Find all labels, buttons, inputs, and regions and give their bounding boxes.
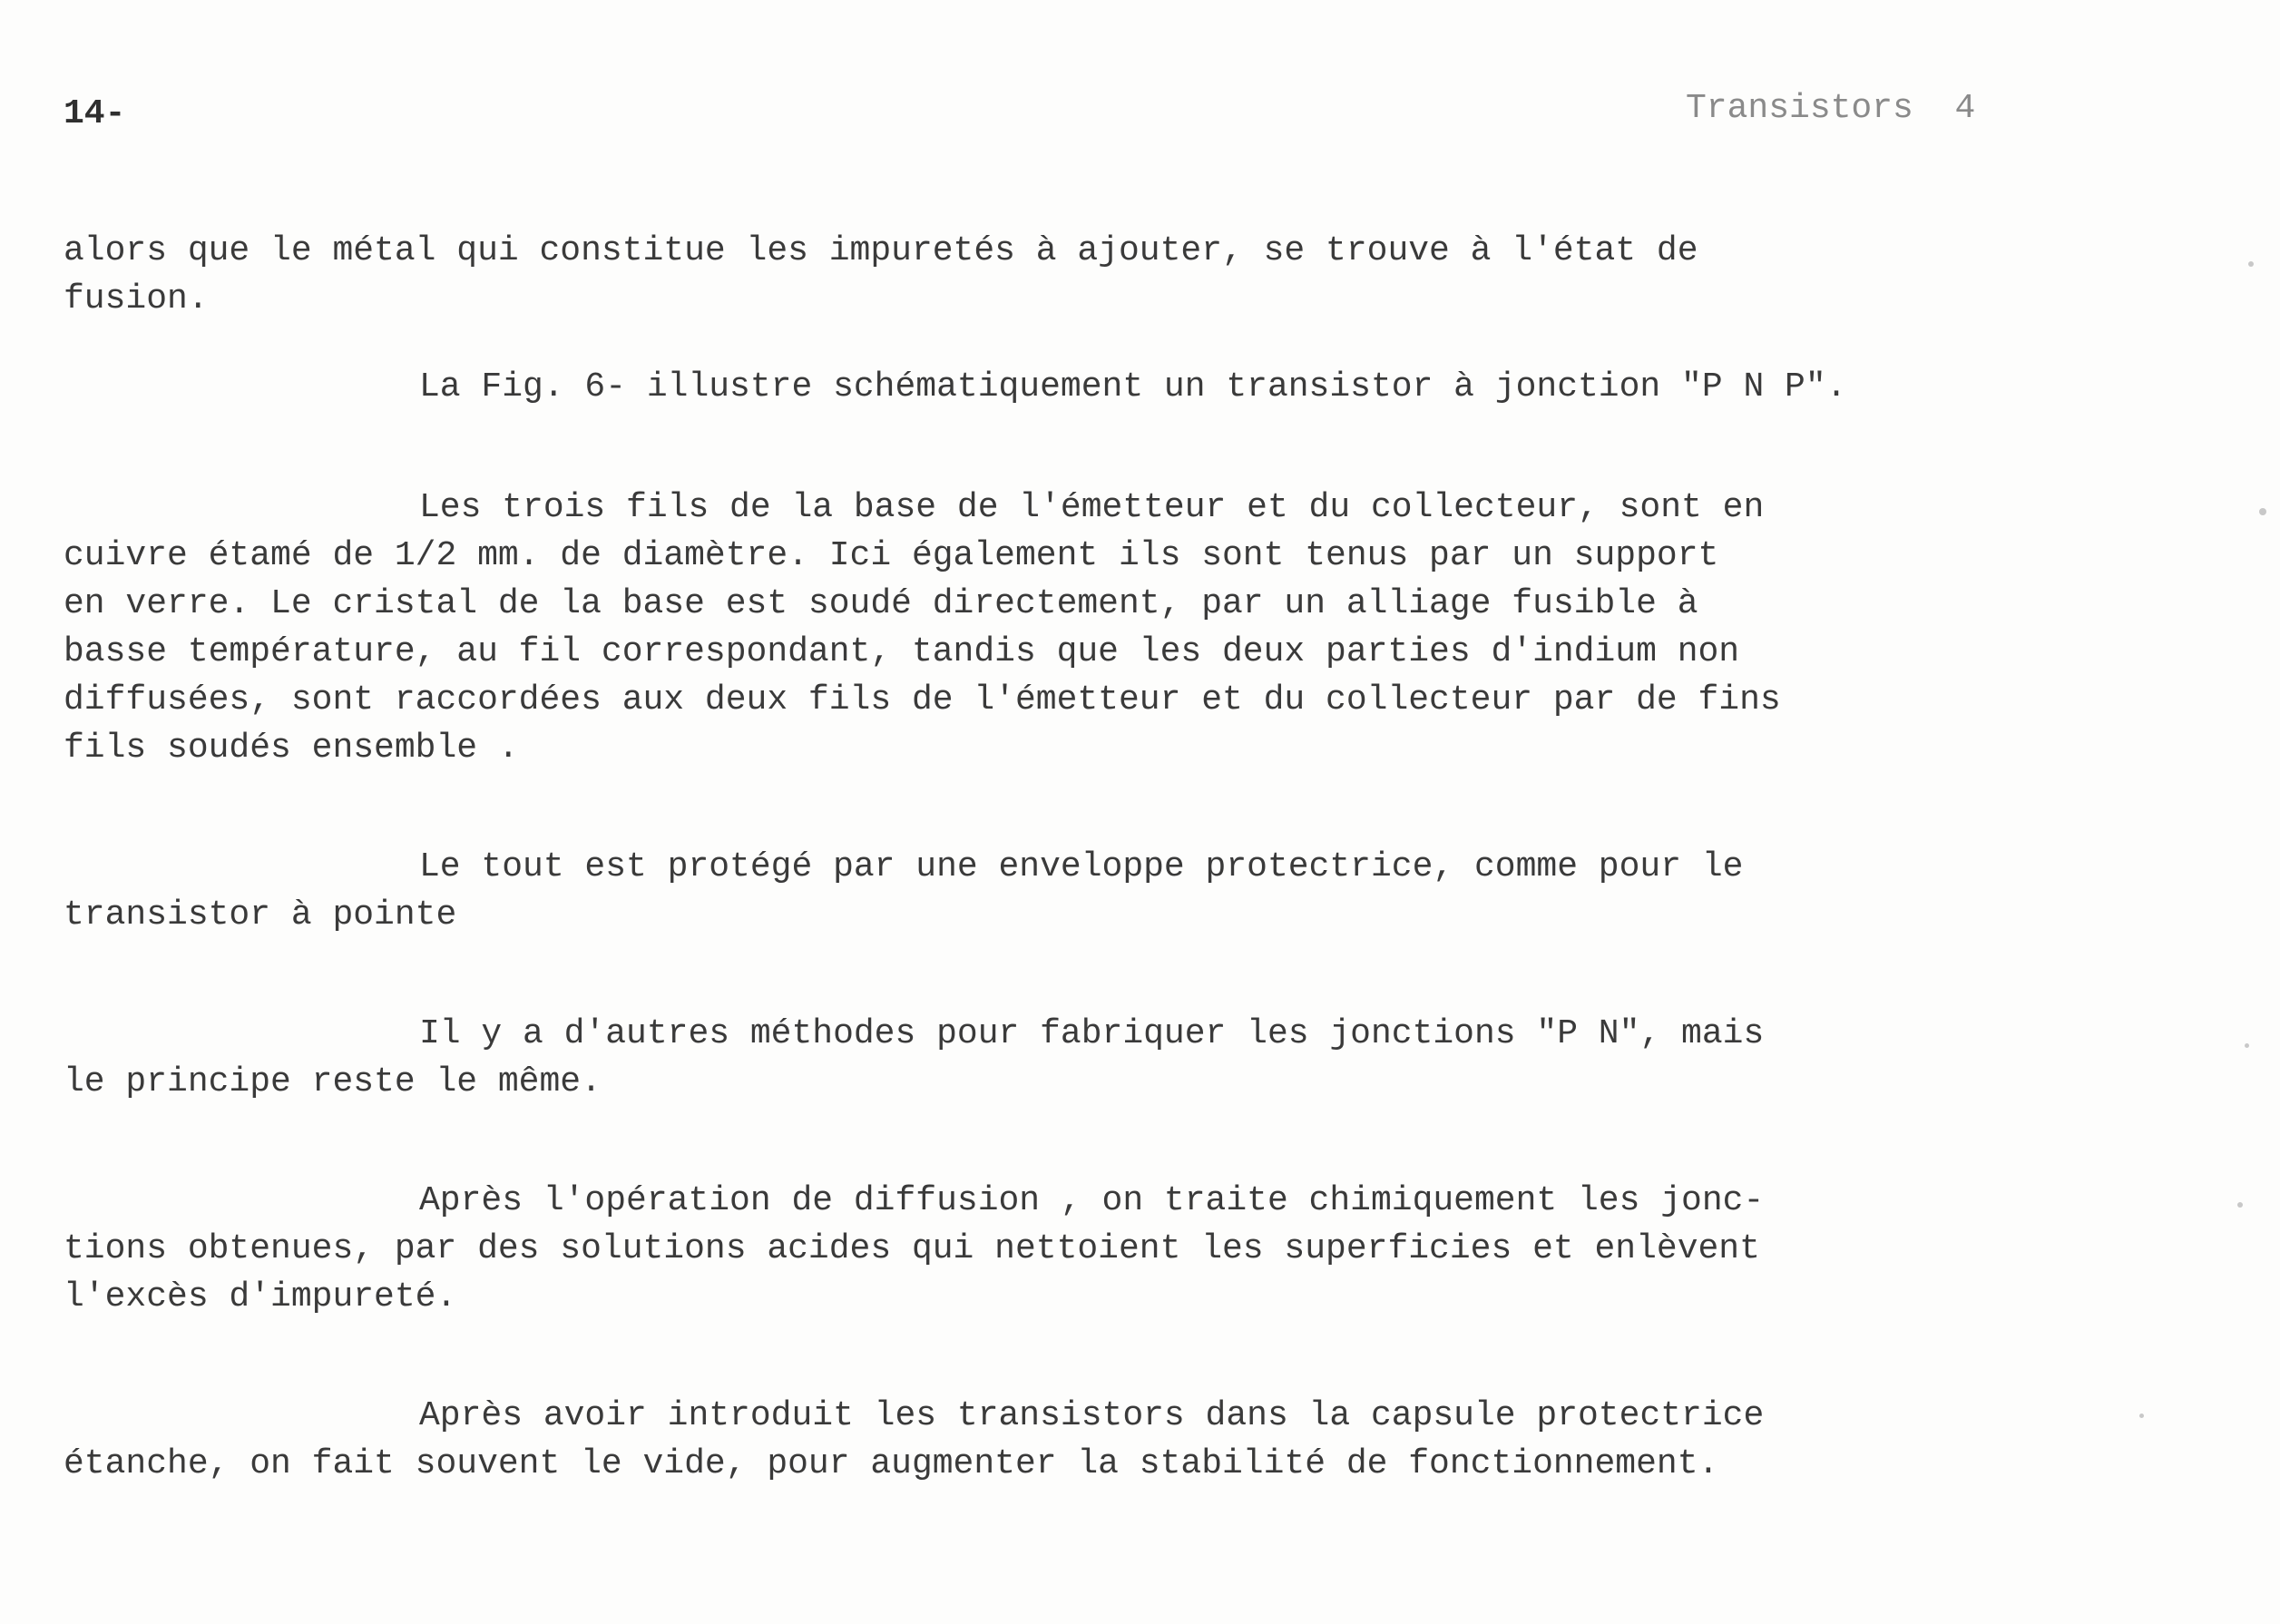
text-line: Après l'opération de diffusion , on traite chimiquement les jonc- (419, 1181, 1765, 1220)
text-line: Les trois fils de la base de l'émetteur et du collecteur, sont en (419, 488, 1765, 527)
page-number: 14- (64, 94, 126, 133)
text-line: tions obtenues, par des solutions acides qui nettoient les superficies et enlèvent (64, 1229, 1760, 1268)
text-line: l'excès d'impureté. (64, 1277, 457, 1316)
paragraph-1 (64, 227, 2087, 323)
text-line: basse température, au fil correspondant, tandis que les deux parties d'indium non (64, 632, 1740, 671)
paragraph-4 (64, 843, 2087, 939)
paragraph-7 (64, 1392, 2087, 1488)
paragraph-2 (64, 363, 2087, 411)
paragraph-5 (64, 1010, 2087, 1106)
scan-speck (2259, 508, 2266, 515)
text-line: Après avoir introduit les transistors dans la capsule protectrice (419, 1396, 1765, 1435)
body-text (64, 227, 2087, 1488)
scan-speck (2139, 1414, 2144, 1418)
text-line: diffusées, sont raccordées aux deux fils de l'émetteur et du collecteur par de fins (64, 680, 1781, 719)
scan-speck (2237, 1202, 2243, 1208)
text-line: alors que le métal qui constitue les impuretés à ajouter, se trouve à l'état de (64, 231, 1698, 270)
text-line: en verre. Le cristal de la base est soudé directement, par un alliage fusible à (64, 584, 1698, 623)
text-line: Le tout est protégé par une enveloppe protectrice, comme pour le (419, 847, 1744, 886)
text-line: le principe reste le même. (64, 1062, 602, 1101)
text-line: étanche, on fait souvent le vide, pour augmenter la stabilité de fonctionnement. (64, 1444, 1719, 1483)
text-line: cuivre étamé de 1/2 mm. de diamètre. Ici également ils sont tenus par un support (64, 536, 1719, 575)
text-line: transistor à pointe (64, 895, 457, 934)
paragraph-6 (64, 1177, 2087, 1321)
text-line: fils soudés ensemble . (64, 729, 519, 768)
scan-speck (2245, 1043, 2249, 1048)
text-line: Il y a d'autres méthodes pour fabriquer les jonctions "P N", mais (419, 1014, 1765, 1053)
scan-speck (2248, 261, 2254, 267)
text-line: fusion. (64, 279, 209, 318)
running-header: Transistors 4 (1686, 89, 1976, 128)
paragraph-3 (64, 484, 2087, 772)
text-line: La Fig. 6- illustre schématiquement un transistor à jonction "P N P". (419, 367, 1847, 406)
